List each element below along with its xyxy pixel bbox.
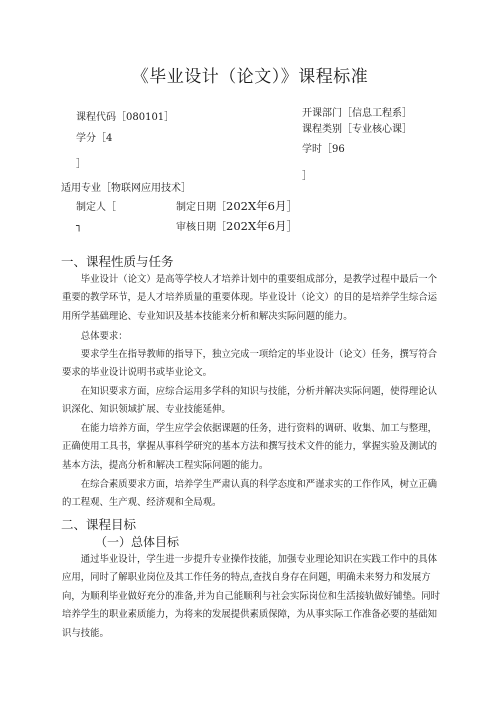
requirements-label: 总体要求： xyxy=(80,331,128,342)
review-value: 202X年6月］ xyxy=(226,219,298,233)
major: 适用专业［物联网应用技术］ xyxy=(61,183,191,194)
review-label-text: 审核日期［ xyxy=(176,222,226,233)
section1-heading: 一、课程性质与任务 xyxy=(61,254,174,269)
section1-paragraph: 要求学生在指导教师的指导下，独立完成一项给定的毕业设计（论文）任务，撰写符合要求的毕业设计说明书或毕业论文。 xyxy=(62,349,438,379)
document-title: 《毕业设计（论文）》课程标准 xyxy=(131,67,369,87)
credit-close: ］ xyxy=(76,159,86,170)
section2-paragraph: 通过毕业设计，学生进一步提升专业操作技能，加强专业理论知识在实践工作中的具体应用，同时了解职业岗位及其工作任务的特点,查找自身存在问题，明确未来努力和发展方向，为顺利毕业做好充分的准备,并为自己能顺利与社会实际岗位和生活接轨做好铺垫。同时培养学生的职业素质能力，为将来的发展提供素质保障，为从事实际工作准备必要的基础知识与技能。 xyxy=(62,554,440,639)
department: 开课部门［信息工程系］ xyxy=(302,108,412,119)
date-label-text: 制定日期［ xyxy=(176,202,226,213)
section1-paragraph: 在知识要求方面，应综合运用多学科的知识与技能，分析并解决实际问题，使得理论认识深化、知识领域扩展、专业技能延伸。 xyxy=(62,386,438,416)
section2-heading: 二、课程目标 xyxy=(61,517,137,532)
section2-subheading: （一）总体目标 xyxy=(95,535,180,549)
credit: 学分［4 xyxy=(76,133,113,144)
author: 制定人［ xyxy=(76,202,116,213)
review-date xyxy=(176,218,298,234)
course-code: 课程代码［080101］ xyxy=(76,112,175,123)
section1-paragraph: 在综合素质要求方面，培养学生严肃认真的科学态度和严谨求实的工作作风，树立正确的工程观、生产观、经济观和全局观。 xyxy=(62,479,438,509)
author-close: ┐ xyxy=(76,221,83,232)
hours: 学时［96 xyxy=(302,144,345,155)
date-label xyxy=(176,198,298,214)
section1-paragraph: 毕业设计（论文）是高等学校人才培养计划中的重要组成部分，是教学过程中最后一个重要的教学环节，是人才培养质量的重要体现。毕业设计（论文）的目的是培养学生综合运用所学基础理论、专业知识及基本技能来分析和解决实际问题的能力。 xyxy=(62,274,438,322)
section1-paragraph: 在能力培养方面，学生应学会依据课题的任务，进行资料的调研、收集、加工与整理，正确使用工具书，掌握从事科学研究的基本方法和撰写技术文件的能力，掌握实验及测试的基本方法，提高分析和解决工程实际问题的能力。 xyxy=(62,423,438,471)
date-value: 202X年6月］ xyxy=(226,199,298,213)
hours-close: ］ xyxy=(302,171,312,182)
course-type: 课程类别［专业核心课］ xyxy=(302,124,412,135)
